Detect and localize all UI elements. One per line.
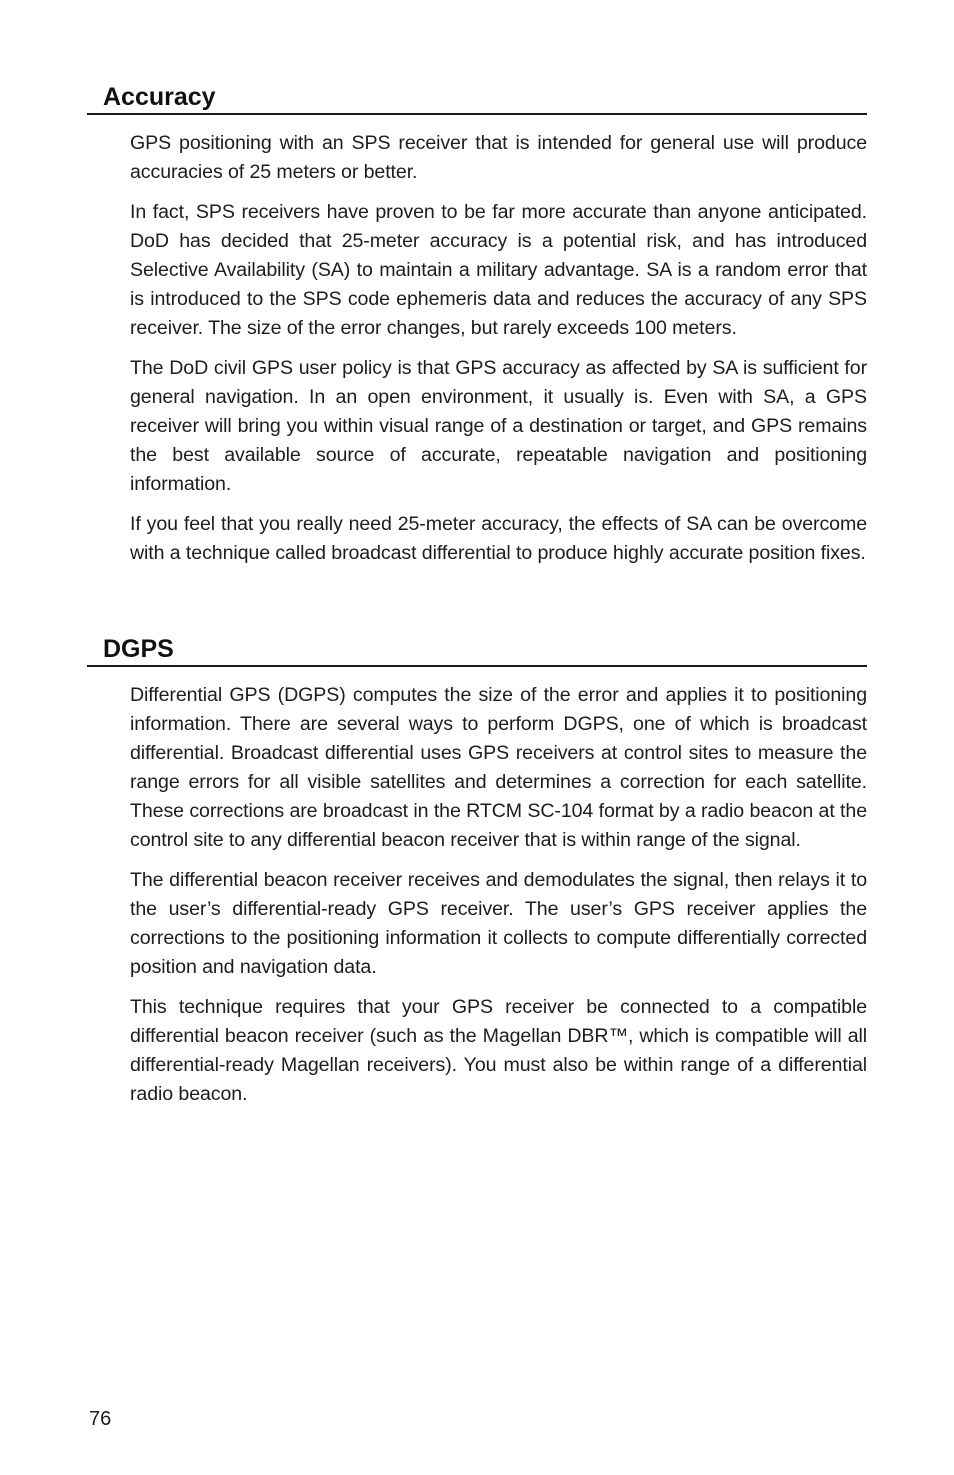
paragraph: The differential beacon receiver receives and demodulates the signal, then relays it to the user’s differential-ready GPS receiver. The user’s GPS receiver applies the corrections to the positioning information it collects to compute differentially corrected position and navigation data. (130, 869, 867, 978)
paragraph: GPS positioning with an SPS receiver that is intended for general use will produce accuracies of 25 meters or better. (130, 132, 867, 183)
paragraph: This technique requires that your GPS receiver be connected to a compatible differential beacon receiver (such as the Magellan DBR™, which is compatible will all differential-ready Magellan receivers). You must also be within range of a differential radio beacon. (130, 996, 867, 1105)
section-heading-dgps: DGPS (87, 634, 867, 667)
paragraph: In fact, SPS receivers have proven to be far more accurate than anyone anticipated. DoD has decided that 25-meter accuracy is a potential risk, and has introduced Selective Availability (SA) to maintain a military advantage. SA is a random error that is introduced to the SPS code ephemeris data and reduces the accuracy of any SPS receiver. The size of the error changes, but rarely exceeds 100 meters. (130, 201, 867, 339)
paragraph: Differential GPS (DGPS) computes the size of the error and applies it to positioning information. There are several ways to perform DGPS, one of which is broadcast differential. Broadcast differential uses GPS receivers at control sites to measure the range errors for all visible satellites and determines a correction for each satellite. These corrections are broadcast in the RTCM SC-104 format by a radio beacon at the control site to any differential beacon receiver that is within range of the signal. (130, 684, 867, 851)
section-accuracy (87, 82, 867, 579)
section-body-dgps (130, 681, 867, 1109)
section-body-accuracy (130, 129, 867, 568)
section-heading-accuracy: Accuracy (87, 82, 867, 115)
section-dgps (87, 634, 867, 1120)
page-number: 76 (89, 1408, 112, 1430)
paragraph: If you feel that you really need 25-meter accuracy, the effects of SA can be overcome with a technique called broadcast differential to produce highly accurate position fixes. (130, 513, 867, 564)
paragraph: The DoD civil GPS user policy is that GPS accuracy as affected by SA is sufficient for general navigation. In an open environment, it usually is. Even with SA, a GPS receiver will bring you within visual range of a destination or target, and GPS remains the best available source of accurate, repeatable navigation and positioning information. (130, 357, 867, 495)
